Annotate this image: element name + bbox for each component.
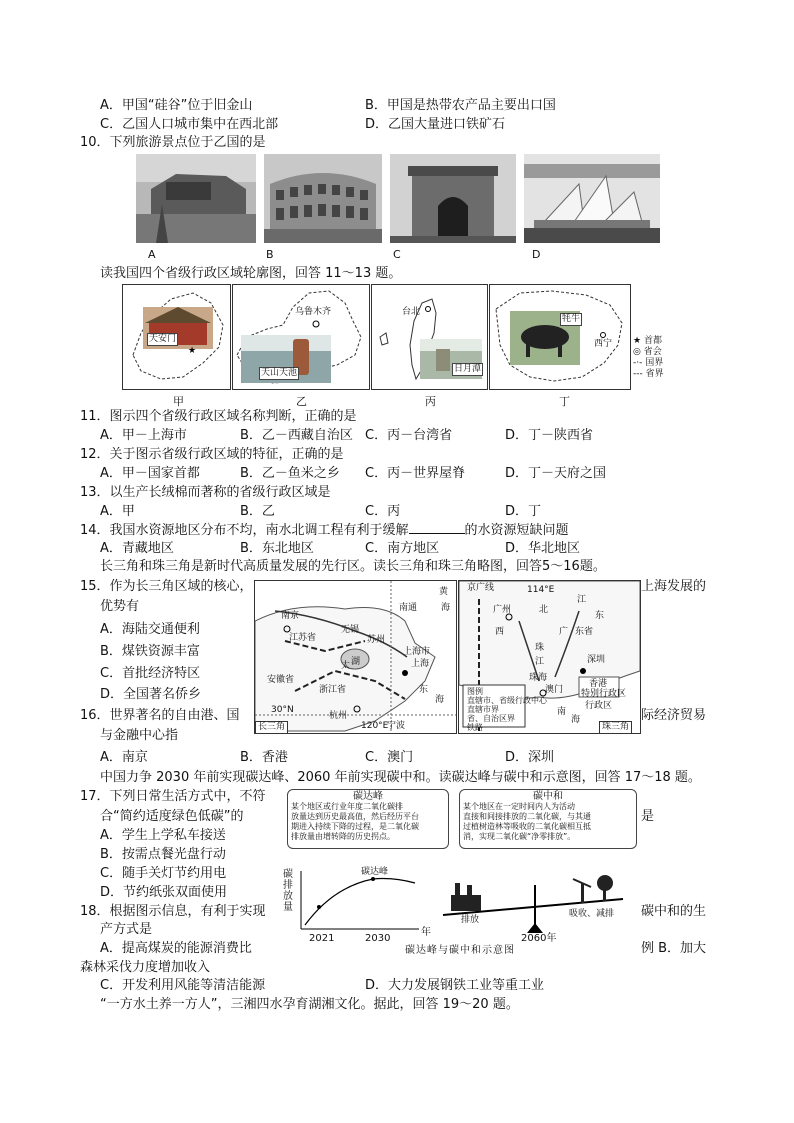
carbon-peak-line-4: 排放量由增转降的历史拐点。 — [291, 832, 395, 841]
q10-label-a: A — [148, 248, 156, 261]
q10-stem: 10．下列旅游景点位于乙国的是 — [80, 135, 266, 150]
map-jia-tag: 天安门 — [149, 334, 177, 344]
photo-sydney-opera-house — [524, 154, 660, 243]
map-ding-city: 西宁 — [594, 339, 613, 349]
carbon-diagram-graphics — [283, 787, 639, 957]
q17-option-d: D．节约纸张双面使用 — [100, 885, 228, 900]
q15-stem-part2: 优势有 — [100, 599, 140, 614]
label-east: 东 — [419, 685, 429, 695]
map-jia-caption: 甲 — [173, 395, 184, 408]
q12-option-a: A．甲－国家首都 — [100, 466, 200, 481]
delta-legend-title: 图例 — [467, 687, 483, 696]
q12-option-c: C．丙－世界屋脊 — [365, 466, 466, 481]
carbon-neutral-title: 碳中和 — [533, 791, 563, 802]
label-shanghai-city: 上海市 — [403, 647, 431, 657]
q14-answer-blank — [409, 521, 465, 534]
q11-option-a: A．甲－上海市 — [100, 428, 187, 443]
q19-intro: “一方水土养一方人”，三湘四水孕育湖湘文化。据此，回答 19～20 题。 — [100, 997, 519, 1012]
q16-stem-part1: 16．世界著名的自由港、国 — [80, 708, 240, 723]
label-jingguang: 京广线 — [467, 583, 495, 593]
delta-legend-province-border: 省、自治区界 — [467, 714, 515, 723]
label-zhu: 珠 — [535, 643, 545, 653]
carbon-peak-title: 碳达峰 — [353, 791, 383, 802]
label-zhejiang: 浙江省 — [319, 685, 347, 695]
q9-option-c: C．乙国人口城市集中在西北部 — [100, 117, 279, 132]
carbon-neutral-line-4: 消，实现二氧化碳“净零排放”。 — [463, 832, 576, 841]
map-yi-city: 乌鲁木齐 — [295, 307, 332, 317]
q18-stem-right: 碳中和的生 — [641, 904, 707, 919]
pearl-delta-map — [458, 580, 641, 734]
legend-provincial-capital: 省会 — [643, 347, 662, 357]
label-lon: 120°E — [361, 721, 389, 731]
q11-option-d: D．丁－陕西省 — [505, 428, 594, 443]
map-jia — [122, 284, 231, 390]
carbon-year-2060: 2060年 — [521, 933, 557, 944]
label-sea-3: 海 — [571, 715, 581, 725]
q18-option-a: A．提高煤炭的能源消费比 — [100, 941, 252, 956]
q11-option-b: B．乙－西藏自治区 — [240, 428, 353, 443]
q9-option-b: B．甲国是热带农产品主要出口国 — [365, 98, 556, 113]
carbon-emit-label: 排放 — [461, 915, 480, 925]
q17-stem-part1: 17．下列日常生活方式中，不符 — [80, 789, 266, 804]
q15-option-b: B．煤铁资源丰富 — [100, 644, 200, 659]
delta-legend-railway: 铁路 — [467, 723, 483, 732]
label-river-1: 江 — [577, 595, 587, 605]
label-sar: 特别行政区 — [581, 689, 627, 699]
q16-stem-part2: 与金融中心指 — [100, 728, 179, 743]
label-yellow: 黄 — [439, 587, 449, 597]
carbon-x-unit: 年 — [421, 927, 431, 938]
q18-stem-part2: 产方式是 — [100, 922, 153, 937]
yangtze-delta-map — [254, 580, 457, 734]
label-sea-2: 海 — [435, 695, 445, 705]
q14-stem-part2: 的水资源短缺问题 — [464, 523, 569, 538]
q11-option-c: C．丙－台湾省 — [365, 428, 453, 443]
national-border-icon: -·- — [633, 358, 643, 368]
carbon-y-label: 碳排放量 — [283, 869, 293, 913]
q10-label-c: C — [393, 248, 401, 261]
q14-option-d: D．华北地区 — [505, 541, 581, 556]
q18-option-c: C．开发利用风能等清洁能源 — [100, 978, 266, 993]
label-ningbo: 宁波 — [387, 721, 406, 731]
q13-stem: 13．以生产长绒棉而著称的省级行政区域是 — [80, 485, 331, 500]
q15-option-c: C．首批经济特区 — [100, 666, 201, 681]
label-lake: 湖 — [351, 657, 361, 667]
map-yi-caption: 乙 — [296, 395, 307, 408]
photo-potala-palace — [136, 154, 256, 243]
q18-option-b-cont: 森林采伐力度增加收入 — [80, 960, 211, 975]
label-anhui: 安徽省 — [267, 675, 295, 685]
capital-star-icon: ★ — [633, 336, 642, 346]
q11-stem: 11．图示四个省级行政区域名称判断，正确的是 — [80, 409, 357, 424]
q16-option-c: C．澳门 — [365, 750, 414, 765]
carbon-curve-label: 碳达峰 — [361, 867, 389, 877]
carbon-absorb-label: 吸收、减排 — [569, 909, 615, 919]
q14-option-a: A．青藏地区 — [100, 541, 174, 556]
svg-text:★: ★ — [188, 346, 197, 356]
label-macao: 澳门 — [545, 685, 564, 695]
map-bing-city: 台北 — [402, 307, 421, 317]
q14-stem-part1: 14．我国水资源地区分布不均，南水北调工程有利于缓解 — [80, 523, 409, 538]
map-yi-outline — [233, 285, 369, 389]
q18-option-d: D．大力发展钢铁工业等重工业 — [365, 978, 545, 993]
carbon-x-tick-2030: 2030 — [365, 933, 391, 944]
q17-option-a: A．学生上学私车接送 — [100, 828, 226, 843]
q17-option-c: C．随手关灯节约用电 — [100, 866, 227, 881]
carbon-peak-line-2: 放量达到历史最高值，然后经历平台 — [291, 812, 419, 821]
map-bing-caption: 丙 — [425, 395, 436, 408]
carbon-neutral-line-2: 直接和间接排放的二氧化碳，与其通 — [463, 812, 591, 821]
q18-option-a-right: 例 B．加大 — [641, 941, 707, 956]
q9-option-a: A．甲国“硅谷”位于旧金山 — [100, 98, 253, 113]
carbon-peak-line-3: 期进入持续下降的过程，是二氧化碳 — [291, 822, 419, 831]
carbon-diagram-caption: 碳达峰与碳中和示意图 — [405, 945, 515, 956]
label-jiangsu: 江苏省 — [289, 633, 317, 643]
map-yi — [232, 284, 370, 390]
label-tai: 太 — [341, 661, 351, 671]
carbon-intro: 中国力争 2030 年前实现碳达峰、2060 年前实现碳中和。读碳达峰与碳中和示意图，回答 17～18 题。 — [100, 770, 701, 785]
label-shanghai: 上海 — [411, 659, 430, 669]
q10-label-b: B — [266, 248, 274, 261]
yangtze-delta-title: 长三角 — [255, 721, 288, 734]
label-wuxi: 无锡 — [341, 625, 360, 635]
label-xi: 西 — [495, 627, 505, 637]
q13-option-c: C．丙 — [365, 504, 401, 519]
label-sea-1: 海 — [441, 603, 451, 613]
map-ding-tag: 牦牛 — [562, 314, 581, 324]
map-bing-tag: 日月潭 — [454, 364, 482, 374]
delta-legend-capital: 直辖市、省级行政中心 — [467, 696, 547, 705]
pearl-delta-title: 珠三角 — [599, 721, 632, 734]
q13-option-b: B．乙 — [240, 504, 275, 519]
label-bei: 北 — [539, 605, 549, 615]
photo-colosseum — [264, 154, 382, 243]
label-lat: 30°N — [271, 705, 294, 715]
provincial-border-icon: --- — [633, 369, 643, 379]
map-yi-tag: 天山天池 — [261, 368, 298, 378]
legend-provincial-border: 省界 — [645, 369, 664, 379]
carbon-neutral-line-3: 过植树造林等吸收的二氧化碳相互抵 — [463, 822, 591, 831]
map-ding — [489, 284, 631, 390]
label-south: 南 — [557, 707, 567, 717]
label-nantong: 南通 — [399, 603, 418, 613]
q14-stem — [80, 521, 569, 540]
label-dongsheng: 东省 — [575, 627, 594, 637]
q16-option-d: D．深圳 — [505, 750, 555, 765]
legend-capital: 首都 — [643, 336, 662, 346]
q15-option-a: A．海陆交通便利 — [100, 622, 200, 637]
q15-option-d: D．全国著名侨乡 — [100, 687, 202, 702]
q15-stem-right: 上海发展的 — [641, 579, 707, 594]
q13-option-a: A．甲 — [100, 504, 135, 519]
label-shenzhen: 深圳 — [587, 655, 606, 665]
label-hongkong: 香港 — [589, 679, 608, 689]
carbon-neutral-line-1: 某个地区在一定时间内人为活动 — [463, 802, 575, 811]
map-ding-caption: 丁 — [559, 395, 570, 408]
q15-stem-part1: 15．作为长三角区域的核心， — [80, 579, 253, 594]
q14-option-b: B．东北地区 — [240, 541, 314, 556]
delta-legend-municipality-border: 直辖市界 — [467, 705, 499, 714]
label-admin-region: 行政区 — [585, 701, 613, 711]
q16-option-b: B．香港 — [240, 750, 288, 765]
q12-stem: 12．关于图示省级行政区域的特征，正确的是 — [80, 447, 344, 462]
q14-option-c: C．南方地区 — [365, 541, 440, 556]
label-guangzhou: 广州 — [493, 605, 512, 615]
q17-stem-part2: 合“简约适度绿色低碳”的 — [100, 809, 244, 824]
q17-option-b: B．按需点餐光盘行动 — [100, 847, 226, 862]
q16-stem-right: 际经济贸易 — [641, 708, 707, 723]
provincial-capital-icon: ◎ — [633, 347, 641, 357]
carbon-diagram — [283, 787, 639, 957]
label-lon-2: 114°E — [527, 585, 555, 595]
q10-label-d: D — [532, 248, 541, 261]
legend-national-border: 国界 — [645, 358, 664, 368]
q9-option-d: D．乙国大量进口铁矿石 — [365, 117, 506, 132]
delta-legend — [467, 687, 547, 732]
q17-stem-right: 是 — [641, 809, 655, 824]
maps-intro: 读我国四个省级行政区域轮廓图，回答 11～13 题。 — [100, 266, 402, 281]
label-river-2: 江 — [535, 657, 545, 667]
map-bing — [371, 284, 488, 390]
q16-option-a: A．南京 — [100, 750, 148, 765]
map-ding-outline — [490, 285, 630, 389]
q13-option-d: D．丁 — [505, 504, 542, 519]
photo-arc-de-triomphe — [390, 154, 516, 243]
delta-intro: 长三角和珠三角是新时代高质量发展的先行区。读长三角和珠三角略图，回答5～16题。 — [100, 559, 606, 574]
q18-stem-part1: 18．根据图示信息，有利于实现 — [80, 904, 266, 919]
carbon-peak-line-1: 某个地区或行业年度二氧化碳排 — [291, 802, 403, 811]
label-nanjing: 南京 — [281, 611, 300, 621]
label-hangzhou: 杭州 — [329, 711, 348, 721]
label-guang: 广 — [559, 627, 569, 637]
q12-option-d: D．丁－天府之国 — [505, 466, 607, 481]
label-zhuhai: 珠海 — [529, 673, 548, 683]
carbon-x-tick-2021: 2021 — [309, 933, 335, 944]
q12-option-b: B．乙－鱼米之乡 — [240, 466, 340, 481]
province-map-legend — [633, 336, 664, 380]
label-suzhou: 苏州 — [367, 635, 386, 645]
label-dong: 东 — [595, 611, 605, 621]
